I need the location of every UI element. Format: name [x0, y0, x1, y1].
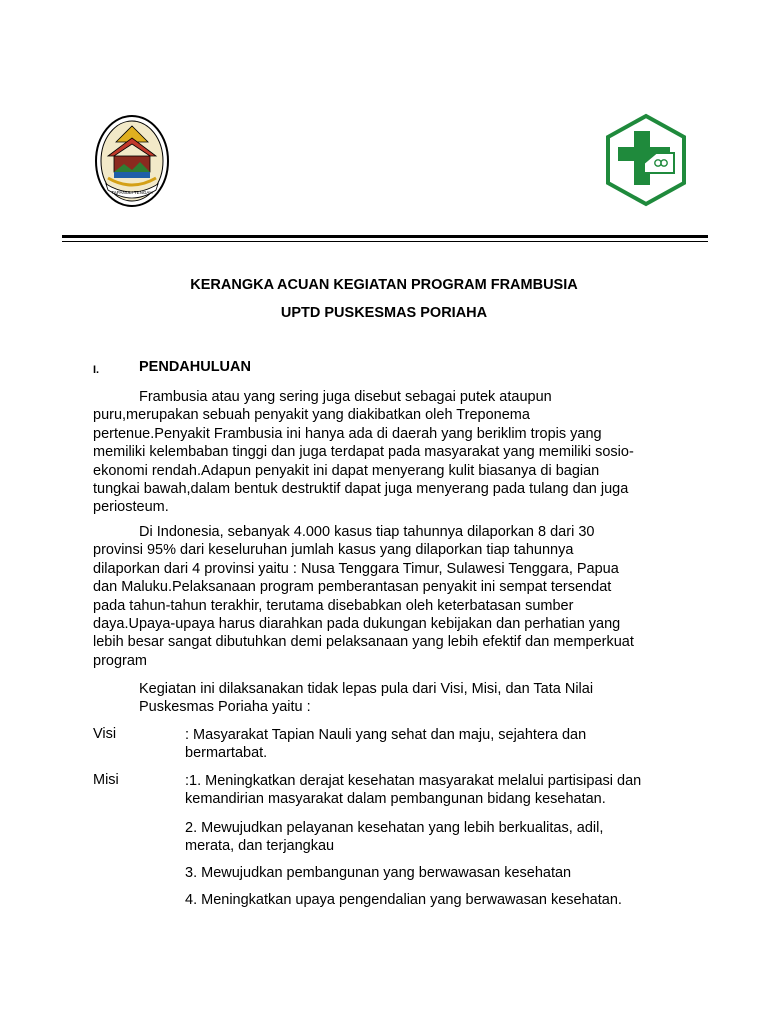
document-subtitle: UPTD PUSKESMAS PORIAHA [280, 305, 488, 321]
paragraph-line: puru,merupakan sebuah penyakit yang diakibatkan oleh Treponema [93, 407, 530, 424]
paragraph-line: program [93, 652, 147, 669]
section-heading: PENDAHULUAN [139, 359, 251, 375]
paragraph-line: pada tahun-tahun terakhir, terutama disebabkan oleh keterbatasan sumber [93, 597, 574, 614]
emblem-ribbon-text: TAPANULI TENGAH [111, 190, 153, 195]
misi-line: 3. Mewujudkan pembangunan yang berwawasan kesehatan [185, 865, 572, 881]
puskesmas-logo [604, 113, 688, 207]
misi-line: :1. Meningkatkan derajat kesehatan masyarakat melalui partisipasi dan [185, 773, 642, 789]
visi-label: Visi [93, 726, 117, 742]
paragraph-line: dan Maluku.Pelaksanaan program pemberantasan penyakit ini sempat tersendat [93, 579, 612, 596]
paragraph-line: Frambusia atau yang sering juga disebut sebagai putek ataupun [139, 389, 552, 405]
header-rule-thick [62, 235, 708, 238]
regional-emblem-logo [94, 114, 170, 208]
paragraph-3 [93, 680, 693, 717]
paragraph-2 [93, 523, 693, 670]
misi-item-3 [185, 864, 571, 882]
header-rule-thin [62, 241, 708, 242]
misi-item-4 [185, 891, 622, 909]
misi-label: Misi [93, 772, 119, 788]
document-title: KERANGKA ACUAN KEGIATAN PROGRAM FRAMBUSIA [190, 277, 578, 293]
paragraph-line: tungkai bawah,dalam bentuk destruktif dapat juga menyerang pada tulang dan juga [93, 481, 629, 498]
visi-line: : Masyarakat Tapian Nauli yang sehat dan maju, sejahtera dan [185, 727, 587, 743]
section-number: I. [93, 364, 100, 376]
visi-text [185, 726, 586, 763]
paragraph-1 [93, 388, 693, 517]
paragraph-line: Kegiatan ini dilaksanakan tidak lepas pula dari Visi, Misi, dan Tata Nilai [139, 681, 594, 697]
paragraph-line: ekonomi rendah.Adapun penyakit ini dapat menyerang kulit biasanya di bagian [93, 462, 600, 479]
misi-line: merata, dan terjangkau [185, 838, 335, 855]
paragraph-line: pertenue.Penyakit Frambusia ini hanya ada di daerah yang beriklim tropis yang [93, 425, 602, 442]
visi-line: bermartabat. [185, 745, 268, 762]
paragraph-line: provinsi 95% dari keseluruhan jumlah kasus yang dilaporkan tiap tahunnya [93, 542, 574, 559]
paragraph-line: daya.Upaya-upaya harus diarahkan pada dukungan kebijakan dan perhatian yang [93, 616, 621, 633]
misi-line: 2. Mewujudkan pelayanan kesehatan yang lebih berkualitas, adil, [185, 820, 604, 836]
misi-item-1 [185, 772, 641, 809]
paragraph-line: periosteum. [93, 499, 169, 516]
paragraph-line: memiliki kelembaban tinggi dan juga terdapat pada masyarakat yang memiliki sosio- [93, 444, 634, 461]
paragraph-line: dilaporkan dari 4 provinsi yaitu : Nusa Tenggara Timur, Sulawesi Tenggara, Papua [93, 560, 619, 577]
misi-line: kemandirian masyarakat dalam pembangunan bidang kesehatan. [185, 791, 606, 808]
misi-item-2 [185, 819, 603, 856]
paragraph-line: Puskesmas Poriaha yaitu : [139, 699, 311, 716]
misi-line: 4. Meningkatkan upaya pengendalian yang berwawasan kesehatan. [185, 892, 622, 908]
paragraph-line: Di Indonesia, sebanyak 4.000 kasus tiap tahunnya dilaporkan 8 dari 30 [139, 524, 595, 540]
paragraph-line: lebih besar sangat dibutuhkan demi pelaksanaan yang lebih efektif dan memperkuat [93, 634, 634, 651]
